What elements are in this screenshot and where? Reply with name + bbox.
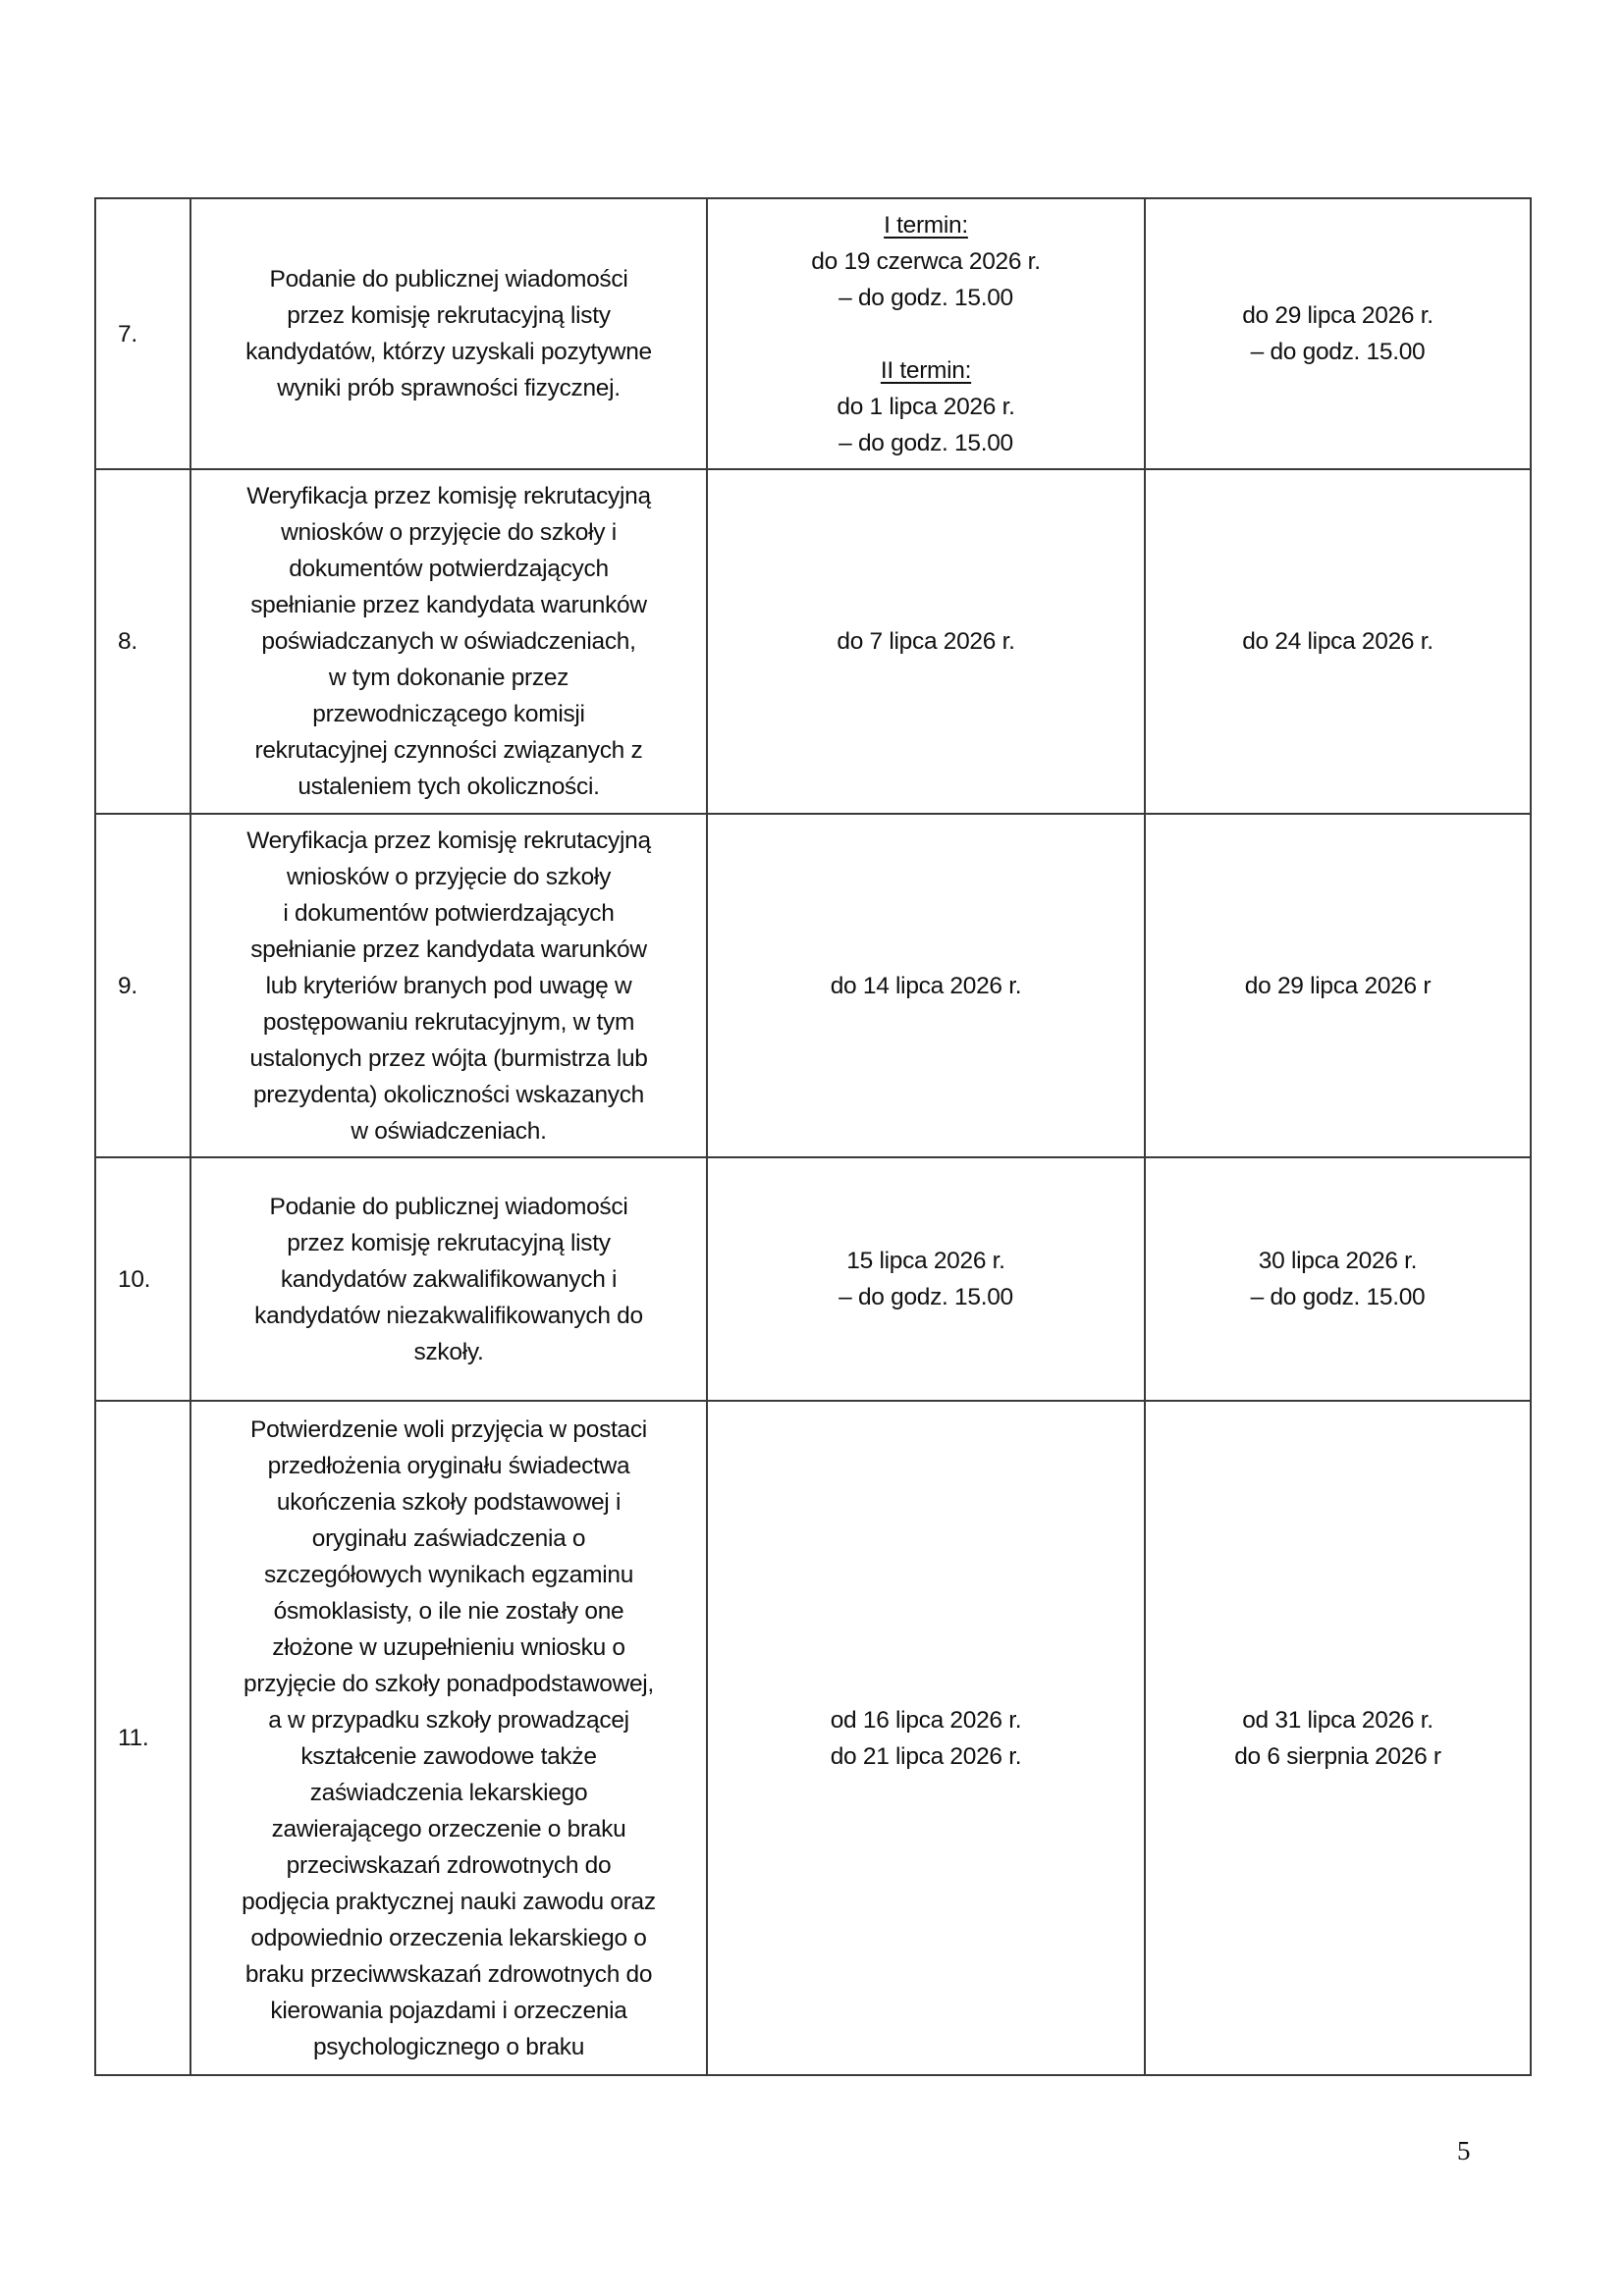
description-line: ustaleniem tych okoliczności. — [298, 774, 600, 800]
row-number-text: 7. — [118, 320, 137, 347]
table-row — [95, 198, 1531, 469]
table-row — [95, 1157, 1531, 1401]
row-number-text: 9. — [118, 972, 137, 999]
description-line: lub kryteriów branych pod uwagę w — [265, 972, 632, 999]
description-line: zaświadczenia lekarskiego — [309, 1779, 588, 1806]
term-line: do 29 lipca 2026 r — [1244, 972, 1432, 999]
term-main — [707, 198, 1145, 469]
description-line: spełnianie przez kandydata warunków — [250, 592, 647, 618]
description-line: poświadczanych w oświadczeniach, — [261, 628, 636, 655]
term-line: od 31 lipca 2026 r. — [1242, 1706, 1434, 1734]
description-line: odpowiednio orzeczenia lekarskiego o — [250, 1924, 647, 1951]
row-description — [190, 469, 707, 814]
page-number: 5 — [1457, 2136, 1471, 2165]
term-main — [707, 1157, 1145, 1401]
description-line: wniosków o przyjęcie do szkoły — [286, 863, 612, 890]
table-row — [95, 469, 1531, 814]
table-row — [95, 814, 1531, 1157]
term-line: do 24 lipca 2026 r. — [1242, 628, 1434, 655]
term-line: – do godz. 15.00 — [1250, 1284, 1426, 1310]
description-line: przedłożenia oryginału świadectwa — [267, 1452, 630, 1479]
description-line: braku przeciwwskazań zdrowotnych do — [244, 1960, 653, 1988]
description-line: kandydatów zakwalifikowanych i — [280, 1265, 618, 1293]
term-line: do 7 lipca 2026 r. — [837, 628, 1015, 655]
term-supplementary — [1145, 814, 1531, 1157]
term-line: 30 lipca 2026 r. — [1258, 1248, 1418, 1274]
recruitment-schedule-table — [94, 197, 1532, 2076]
description-line: przewodniczącego komisji — [312, 701, 585, 727]
row-description — [190, 1157, 707, 1401]
row-number — [95, 1157, 190, 1401]
description-line: Weryfikacja przez komisję rekrutacyjną — [246, 827, 651, 854]
term-line: do 19 czerwca 2026 r. — [811, 247, 1041, 275]
term-line: do 21 lipca 2026 r. — [830, 1742, 1022, 1770]
term-main — [707, 814, 1145, 1157]
description-line: kandydatów niezakwalifikowanych do — [254, 1302, 643, 1329]
description-line: przez komisję rekrutacyjną listy — [287, 302, 611, 329]
row-description — [190, 814, 707, 1157]
description-line: szkoły. — [413, 1338, 484, 1365]
table-row — [95, 1401, 1531, 2075]
row-description — [190, 198, 707, 469]
description-line: wyniki prób sprawności fizycznej. — [277, 375, 621, 401]
description-line: w tym dokonanie przez — [328, 665, 569, 691]
term-line: do 29 lipca 2026 r. — [1242, 302, 1434, 329]
term-main — [707, 469, 1145, 814]
description-line: dokumentów potwierdzających — [289, 556, 609, 582]
description-line: w oświadczeniach. — [351, 1117, 547, 1145]
description-line: rekrutacyjnej czynności związanych z — [254, 737, 643, 764]
term-line: – do godz. 15.00 — [839, 1284, 1013, 1310]
description-line: spełnianie przez kandydata warunków — [250, 935, 647, 963]
term-line: – do godz. 15.00 — [839, 429, 1013, 456]
description-line: postępowaniu rekrutacyjnym, w tym — [262, 1008, 635, 1036]
row-number-text: 8. — [118, 628, 137, 655]
row-number — [95, 814, 190, 1157]
term-supplementary — [1145, 469, 1531, 814]
row-description — [190, 1401, 707, 2075]
description-line: ustalonych przez wójta (burmistrza lub — [249, 1044, 648, 1072]
description-line: wniosków o przyjęcie do szkoły i — [281, 519, 617, 546]
row-number — [95, 469, 190, 814]
description-line: kandydatów, którzy uzyskali pozytywne — [245, 339, 652, 365]
description-line: podjęcia praktycznej nauki zawodu oraz — [242, 1888, 656, 1915]
description-line: kształcenie zawodowe także — [300, 1742, 597, 1770]
term-line: – do godz. 15.00 — [1250, 339, 1426, 365]
row-number — [95, 1401, 190, 2075]
description-line: ósmoklasisty, o ile nie zostały one — [273, 1597, 624, 1625]
description-line: psychologicznego o braku — [312, 2033, 585, 2060]
second-term-label: II termin: — [880, 356, 972, 384]
description-line: i dokumentów potwierdzających — [283, 899, 615, 927]
term-line: – do godz. 15.00 — [839, 284, 1013, 311]
row-number — [95, 198, 190, 469]
term-line: do 1 lipca 2026 r. — [837, 393, 1015, 420]
description-line: złożone w uzupełnieniu wniosku o — [272, 1633, 625, 1661]
description-line: Podanie do publicznej wiadomości — [269, 1193, 628, 1220]
description-line: prezydenta) okoliczności wskazanych — [252, 1081, 645, 1108]
spacer — [718, 316, 1134, 352]
description-line: przez komisję rekrutacyjną listy — [287, 1229, 611, 1256]
description-line: oryginału zaświadczenia o — [311, 1524, 586, 1552]
term-supplementary — [1145, 198, 1531, 469]
description-line: kierowania pojazdami i orzeczenia — [270, 1997, 627, 2024]
description-line: Podanie do publicznej wiadomości — [269, 266, 628, 293]
description-line: ukończenia szkoły podstawowej i — [276, 1488, 622, 1516]
description-line: a w przypadku szkoły prowadzącej — [268, 1706, 629, 1734]
first-term-label: I termin: — [884, 211, 968, 239]
row-number-text: 10. — [118, 1265, 151, 1293]
term-line: do 14 lipca 2026 r. — [830, 972, 1022, 999]
term-line: do 6 sierpnia 2026 r — [1234, 1742, 1441, 1770]
term-main — [707, 1401, 1145, 2075]
term-supplementary — [1145, 1157, 1531, 1401]
description-line: przyjęcie do szkoły ponadpodstawowej, — [243, 1670, 654, 1697]
description-line: zawierającego orzeczenie o braku — [271, 1815, 626, 1842]
description-line: szczegółowych wynikach egzaminu — [263, 1561, 634, 1588]
term-supplementary — [1145, 1401, 1531, 2075]
description-line: Potwierdzenie woli przyjęcia w postaci — [250, 1415, 647, 1443]
term-line: od 16 lipca 2026 r. — [830, 1706, 1022, 1734]
description-line: przeciwskazań zdrowotnych do — [286, 1851, 612, 1879]
description-line: Weryfikacja przez komisję rekrutacyjną — [246, 483, 651, 509]
term-line: 15 lipca 2026 r. — [846, 1248, 1005, 1274]
row-number-text: 11. — [118, 1725, 149, 1751]
